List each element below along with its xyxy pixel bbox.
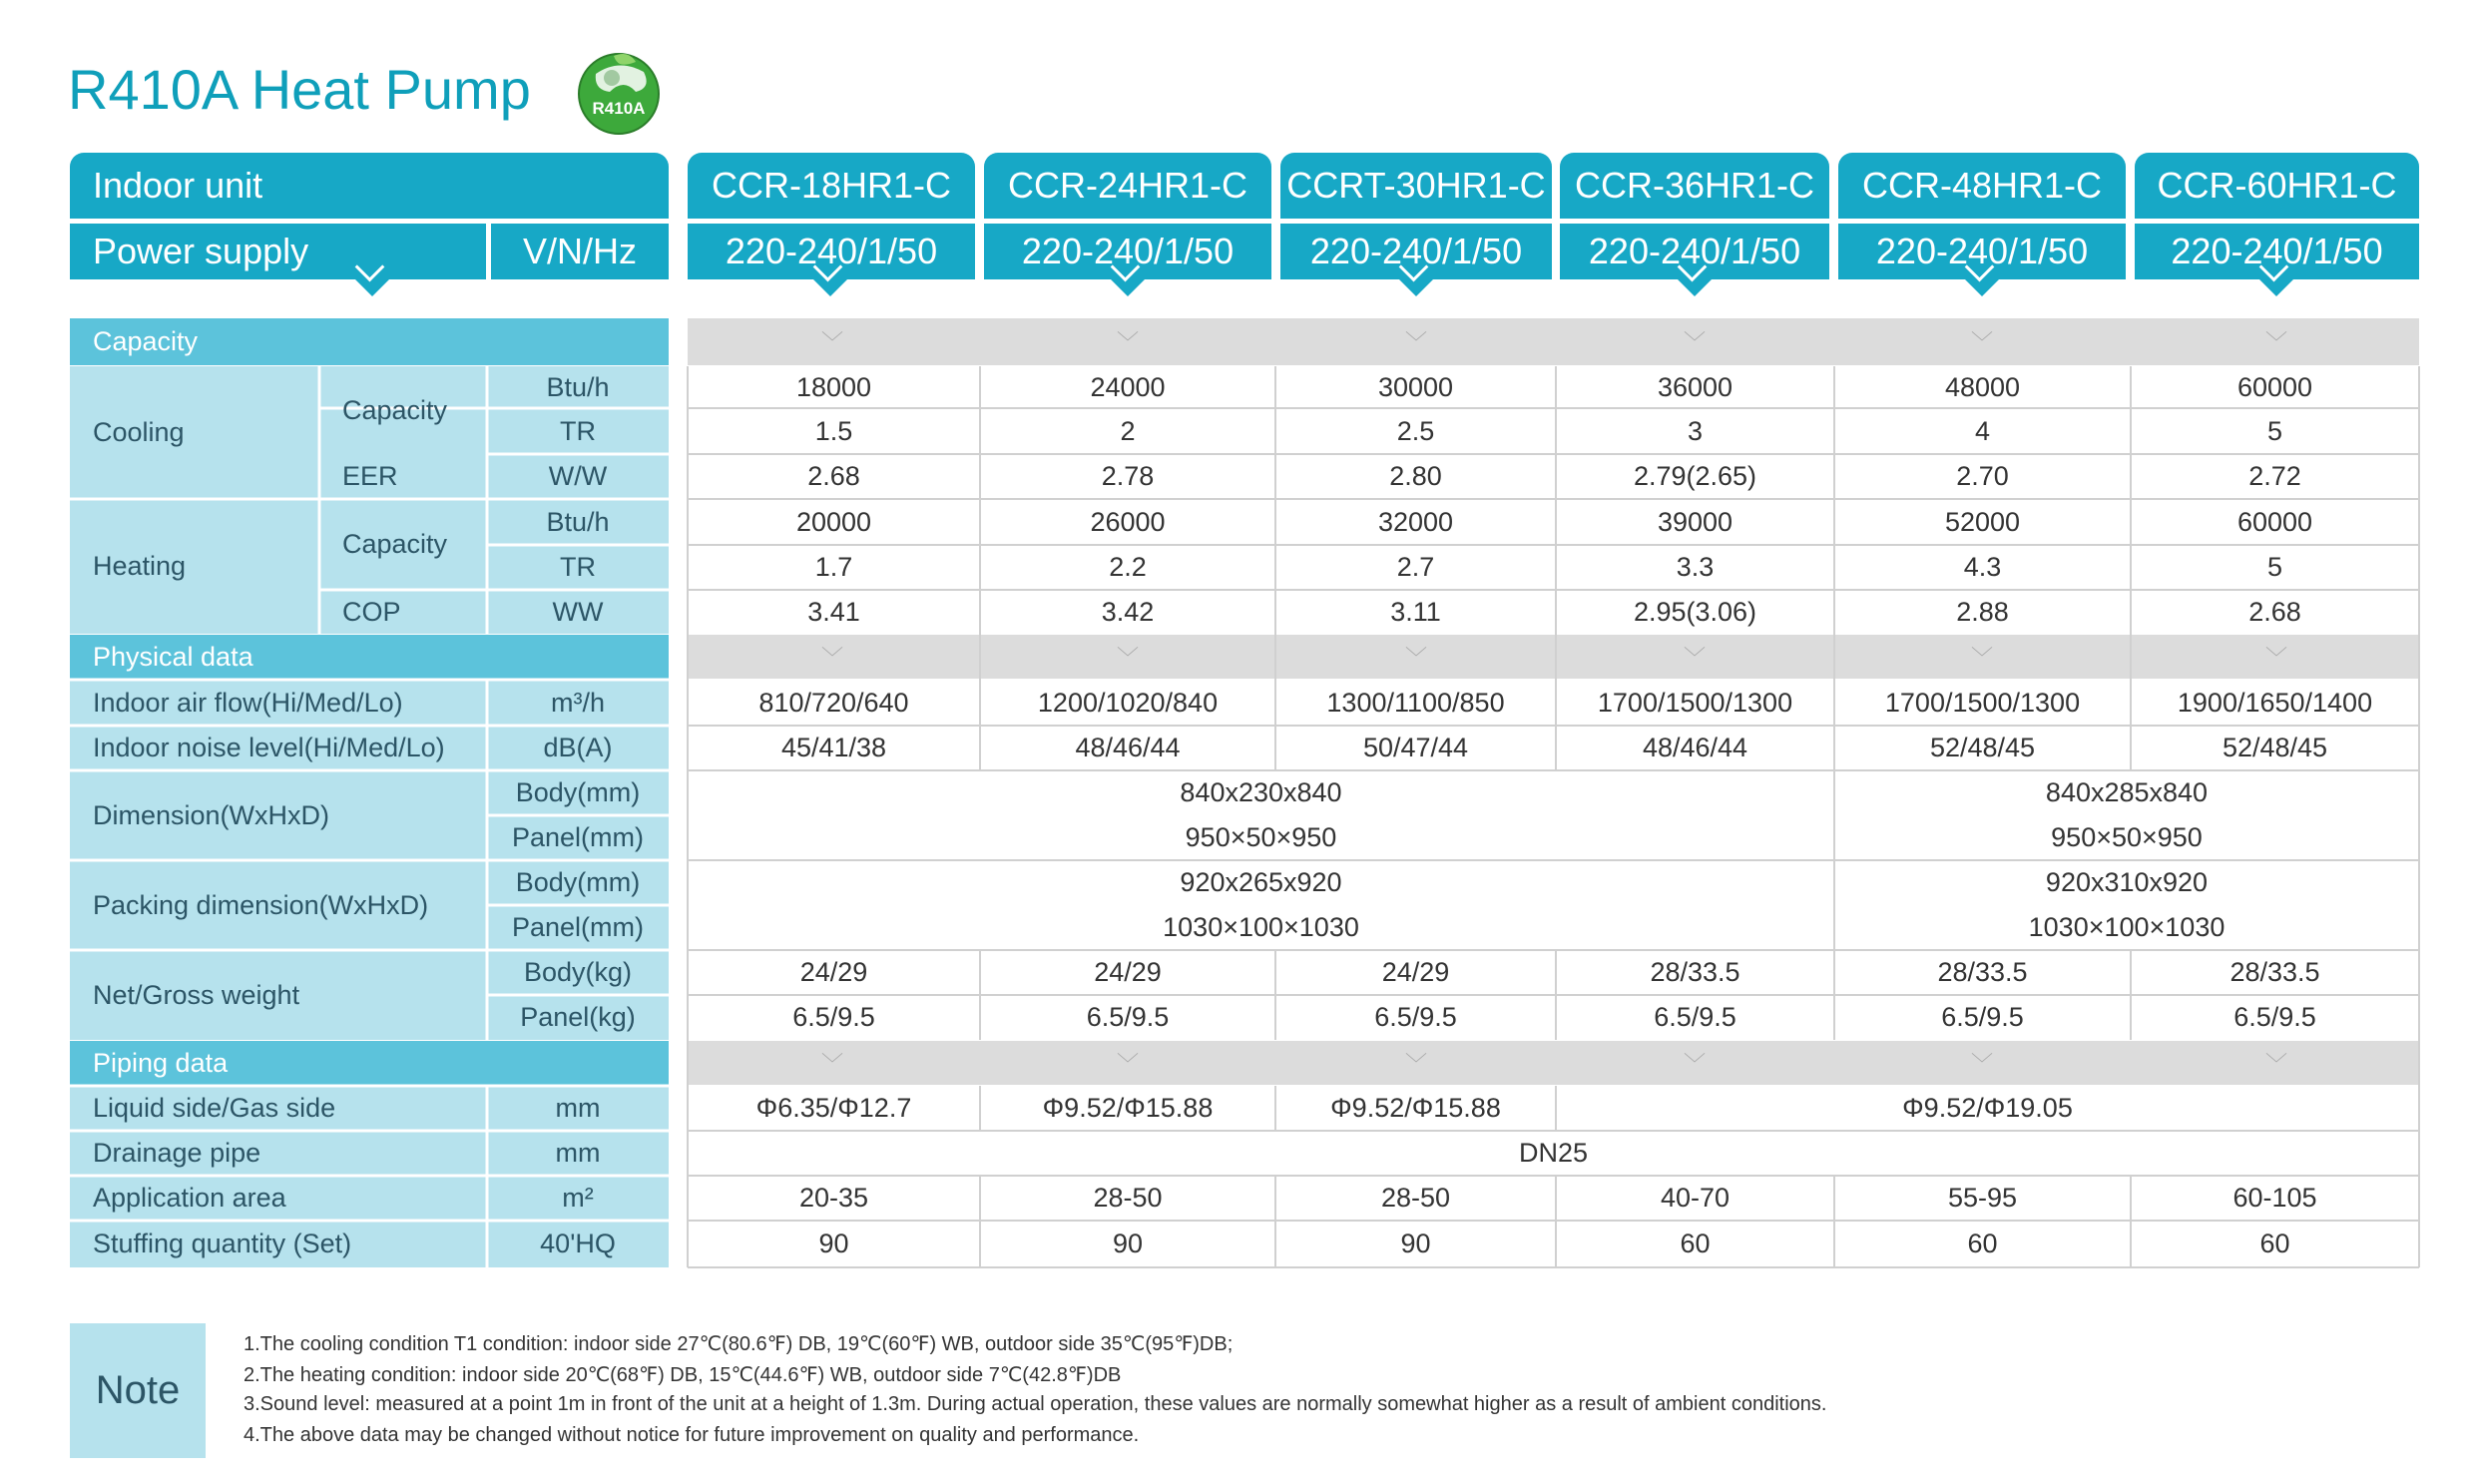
table-cell: 2.5 bbox=[1396, 415, 1435, 446]
table-cell: 2.2 bbox=[1109, 552, 1147, 582]
table-cell: 1.5 bbox=[814, 415, 853, 446]
table-cell: 810/720/640 bbox=[758, 687, 909, 718]
table-cell: 36000 bbox=[1657, 371, 1733, 402]
table-cell: 1030×100×1030 bbox=[2028, 912, 2226, 942]
table-cell: 2.68 bbox=[807, 461, 860, 491]
table-cell: 1300/1100/850 bbox=[1326, 687, 1505, 718]
unit-tr: TR bbox=[560, 552, 596, 582]
unit-btu: Btu/h bbox=[546, 371, 610, 402]
table-cell: 6.5/9.5 bbox=[1654, 1002, 1736, 1032]
model-header: CCRT-30HR1-C bbox=[1280, 153, 1552, 219]
chevron-down-icon: ﹀ bbox=[1404, 330, 1427, 355]
label-cooling: Cooling bbox=[93, 417, 185, 447]
model-header: CCR-60HR1-C bbox=[2135, 153, 2419, 219]
chevron-down-icon: ﹀ bbox=[1116, 1051, 1139, 1077]
table-cell: 1900/1650/1400 bbox=[2177, 687, 2373, 718]
table-cell: 4.3 bbox=[1963, 552, 2002, 582]
table-cell: 60 bbox=[2259, 1229, 2290, 1258]
table-cell: 28-50 bbox=[1380, 1183, 1451, 1213]
chevron-down-icon: ﹀ bbox=[1970, 1051, 1993, 1077]
label-noise: Indoor noise level(Hi/Med/Lo) bbox=[93, 733, 445, 762]
power-supply-header: Power supply bbox=[70, 224, 486, 279]
note-line: 3.Sound level: measured at a point 1m in front of the unit at a height of 1.3m. During actual operation, these values are normally somewhat higher as a result of ambient conditions. bbox=[244, 1393, 1827, 1415]
note-label: Note bbox=[70, 1323, 206, 1458]
table-cell: 920x265x920 bbox=[1180, 867, 1342, 897]
chevron-down-icon: ﹀ bbox=[1116, 645, 1139, 671]
note-line: 2.The heating condition: indoor side 20℃(68℉) DB, 15℃(44.6℉) WB, outdoor side 7℃(42.8℉)DB bbox=[244, 1364, 1122, 1386]
label-heating: Heating bbox=[93, 551, 187, 581]
chevron-down-icon: ﹀ bbox=[1116, 330, 1139, 355]
table-cell: 6.5/9.5 bbox=[1941, 1002, 2024, 1032]
unit-mm: mm bbox=[555, 1093, 601, 1123]
table-cell: 52/48/45 bbox=[2222, 733, 2328, 762]
model-header: CCR-24HR1-C bbox=[984, 153, 1271, 219]
unit-m2: m² bbox=[562, 1183, 594, 1213]
label-eer: EER bbox=[342, 461, 398, 491]
table-cell: 45/41/38 bbox=[780, 733, 887, 762]
table-cell: 2.68 bbox=[2248, 596, 2301, 627]
table-cell: 920x310x920 bbox=[2045, 867, 2209, 897]
table-cell: 2.95(3.06) bbox=[1633, 596, 1757, 627]
label-cop: COP bbox=[342, 596, 401, 627]
table-cell: 1700/1500/1300 bbox=[1884, 687, 2081, 718]
unit-body-mm: Body(mm) bbox=[515, 777, 641, 807]
label-application-area: Application area bbox=[93, 1183, 286, 1213]
table-cell: Φ9.52/Φ19.05 bbox=[1902, 1093, 2073, 1123]
table-cell: 2.78 bbox=[1101, 461, 1155, 491]
table-cell: 5 bbox=[2266, 415, 2283, 446]
table-cell: 3.11 bbox=[1390, 596, 1441, 627]
label-liquid-gas: Liquid side/Gas side bbox=[93, 1093, 336, 1123]
table-cell: 3 bbox=[1687, 415, 1704, 446]
table-cell: 3.42 bbox=[1101, 596, 1155, 627]
table-cell: 28/33.5 bbox=[2229, 957, 2320, 987]
table-cell: 6.5/9.5 bbox=[792, 1002, 875, 1032]
model-header: CCR-18HR1-C bbox=[688, 153, 975, 219]
label-packing: Packing dimension(WxHxD) bbox=[93, 889, 429, 920]
table-cell: 52/48/45 bbox=[1929, 733, 2036, 762]
chevron-down-icon: ﹀ bbox=[1683, 1051, 1706, 1077]
label-airflow: Indoor air flow(Hi/Med/Lo) bbox=[93, 687, 403, 718]
unit-ww: WW bbox=[552, 596, 604, 627]
table-cell: 20000 bbox=[795, 506, 872, 537]
note-line: 4.The above data may be changed without notice for future improvement on quality and performance. bbox=[244, 1424, 1140, 1446]
table-cell: 1.7 bbox=[814, 552, 853, 582]
table-cell: 28/33.5 bbox=[1650, 957, 1740, 987]
table-cell: 6.5/9.5 bbox=[1086, 1002, 1170, 1032]
unit-ww: W/W bbox=[548, 461, 608, 491]
chevron-down-icon: ﹀ bbox=[1970, 645, 1993, 671]
label-stuffing: Stuffing quantity (Set) bbox=[93, 1229, 352, 1258]
table-cell: 60 bbox=[1680, 1229, 1711, 1258]
table-cell: 1030×100×1030 bbox=[1163, 912, 1359, 942]
label-drainage: Drainage pipe bbox=[93, 1138, 261, 1168]
model-header: CCR-48HR1-C bbox=[1838, 153, 2126, 219]
table-cell: 1200/1020/840 bbox=[1037, 687, 1219, 718]
table-cell: 26000 bbox=[1090, 506, 1166, 537]
table-cell: 840x230x840 bbox=[1180, 777, 1342, 807]
table-cell: 30000 bbox=[1377, 371, 1454, 402]
table-cell: 39000 bbox=[1657, 506, 1733, 537]
table-cell: 3.3 bbox=[1676, 552, 1715, 582]
table-cell: 52000 bbox=[1944, 506, 2021, 537]
table-cell: 90 bbox=[818, 1229, 849, 1258]
table-cell: 24/29 bbox=[1094, 957, 1162, 987]
label-weight: Net/Gross weight bbox=[93, 979, 300, 1010]
power-supply-value: 220-240/1/50 bbox=[1838, 224, 2126, 279]
unit-mm: mm bbox=[555, 1138, 601, 1168]
section-piping-data: Piping data bbox=[70, 1041, 669, 1085]
badge-text: R410A bbox=[592, 99, 646, 118]
chevron-down-icon: ﹀ bbox=[1404, 645, 1427, 671]
model-header: CCR-36HR1-C bbox=[1560, 153, 1829, 219]
table-cell: 2.79(2.65) bbox=[1633, 461, 1757, 491]
table-cell: 18000 bbox=[795, 371, 872, 402]
chevron-down-icon: ﹀ bbox=[2264, 330, 2287, 355]
unit-tr: TR bbox=[560, 415, 596, 446]
table-cell: 6.5/9.5 bbox=[1374, 1002, 1457, 1032]
label-capacity: Capacity bbox=[342, 394, 448, 425]
power-supply-value: 220-240/1/50 bbox=[688, 224, 975, 279]
table-cell: 50/47/44 bbox=[1362, 733, 1469, 762]
table-cell: 40-70 bbox=[1660, 1183, 1731, 1213]
table-cell: 55-95 bbox=[1947, 1183, 2018, 1213]
table-cell: 2.70 bbox=[1956, 461, 2009, 491]
unit-panel-mm: Panel(mm) bbox=[511, 822, 645, 852]
page-title: R410A Heat Pump bbox=[68, 58, 531, 121]
unit-panel-kg: Panel(kg) bbox=[520, 1002, 636, 1032]
table-cell: 2.80 bbox=[1389, 461, 1442, 491]
table-cell: Φ9.52/Φ15.88 bbox=[1330, 1093, 1501, 1123]
unit-body-mm: Body(mm) bbox=[515, 867, 641, 897]
table-cell: 48000 bbox=[1944, 371, 2021, 402]
table-cell: 6.5/9.5 bbox=[2233, 1002, 2316, 1032]
table-cell: 840x285x840 bbox=[2045, 777, 2209, 807]
chevron-down-icon: ﹀ bbox=[1683, 645, 1706, 671]
table-cell: 48/46/44 bbox=[1642, 733, 1748, 762]
table-cell: 24/29 bbox=[1381, 957, 1450, 987]
unit-btu: Btu/h bbox=[546, 506, 610, 537]
chevron-down-icon: ﹀ bbox=[1404, 1051, 1427, 1077]
table-cell: 24000 bbox=[1090, 371, 1166, 402]
section-capacity: Capacity bbox=[70, 318, 669, 365]
power-supply-value: 220-240/1/50 bbox=[1280, 224, 1552, 279]
chevron-down-icon: ﹀ bbox=[2264, 645, 2287, 671]
table-cell: 60000 bbox=[2236, 371, 2313, 402]
power-supply-value: 220-240/1/50 bbox=[1560, 224, 1829, 279]
unit-body-kg: Body(kg) bbox=[523, 957, 633, 987]
table-cell: 3.41 bbox=[807, 596, 860, 627]
table-cell: 2 bbox=[1120, 415, 1136, 446]
power-supply-value: 220-240/1/50 bbox=[984, 224, 1271, 279]
unit-panel-mm: Panel(mm) bbox=[511, 912, 645, 942]
unit-m3h: m³/h bbox=[551, 687, 605, 718]
chevron-down-icon: ﹀ bbox=[820, 645, 843, 671]
power-supply-unit: V/N/Hz bbox=[491, 224, 669, 279]
table-cell: 90 bbox=[1112, 1229, 1144, 1258]
chevron-down-icon: ﹀ bbox=[1970, 330, 1993, 355]
table-cell: 48/46/44 bbox=[1075, 733, 1181, 762]
table-cell: 950×50×950 bbox=[1185, 822, 1337, 852]
table-cell: 20-35 bbox=[798, 1183, 869, 1213]
chevron-down-icon: ﹀ bbox=[820, 330, 843, 355]
table-cell: Φ6.35/Φ12.7 bbox=[755, 1093, 912, 1123]
chevron-down-icon: ﹀ bbox=[820, 1051, 843, 1077]
table-cell: 60 bbox=[1967, 1229, 1998, 1258]
table-cell: 28/33.5 bbox=[1937, 957, 2028, 987]
unit-dba: dB(A) bbox=[543, 733, 613, 762]
table-cell: 950×50×950 bbox=[2051, 822, 2203, 852]
label-capacity: Capacity bbox=[342, 529, 448, 559]
note-line: 1.The cooling condition T1 condition: indoor side 27℃(80.6℉) DB, 19℃(60℉) WB, outdoor side 35℃(95℉)DB; bbox=[244, 1333, 1234, 1355]
table-cell: 2.7 bbox=[1396, 552, 1435, 582]
chevron-down-icon: ﹀ bbox=[2264, 1051, 2287, 1077]
table-cell: DN25 bbox=[1518, 1138, 1589, 1168]
table-cell: 60000 bbox=[2236, 506, 2313, 537]
table-cell: 2.72 bbox=[2248, 461, 2301, 491]
table-cell: 90 bbox=[1400, 1229, 1431, 1258]
table-cell: 60-105 bbox=[2232, 1183, 2317, 1213]
chevron-down-icon: ﹀ bbox=[1683, 330, 1706, 355]
table-cell: 28-50 bbox=[1093, 1183, 1163, 1213]
table-cell: 4 bbox=[1974, 415, 1991, 446]
table-cell: 2.88 bbox=[1956, 596, 2009, 627]
table-cell: Φ9.52/Φ15.88 bbox=[1042, 1093, 1214, 1123]
indoor-unit-header: Indoor unit bbox=[70, 153, 669, 219]
power-supply-value: 220-240/1/50 bbox=[2135, 224, 2419, 279]
table-cell: 1700/1500/1300 bbox=[1597, 687, 1793, 718]
unit-40hq: 40'HQ bbox=[540, 1229, 616, 1258]
table-cell: 5 bbox=[2266, 552, 2283, 582]
table-cell: 24/29 bbox=[799, 957, 868, 987]
table-cell: 32000 bbox=[1377, 506, 1454, 537]
section-physical-data: Physical data bbox=[70, 635, 669, 679]
label-dimension: Dimension(WxHxD) bbox=[93, 799, 330, 830]
